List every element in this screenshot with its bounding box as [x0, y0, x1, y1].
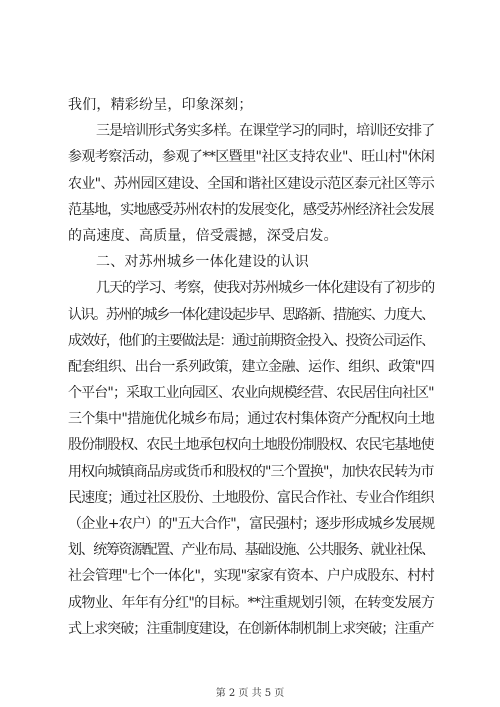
text-line: 成效好，他们的主要做法是：通过前期资金投入、投资公司运作、: [68, 332, 434, 349]
text-line: 划、统筹资源配置、产业布局、基础设施、公共服务、就业社保、: [68, 542, 434, 559]
text-line: 几天的学习、考察，使我对苏州城乡一体化建设有了初步的: [96, 280, 435, 297]
text-line: （企业+农户）的"五大合作"，富民强村；逐步形成城乡发展规: [68, 516, 435, 532]
text-line: 配套组织、出台一系列政策，建立金融、运作、组织、政策"四: [68, 358, 435, 375]
text-line: 成物业、年年有分红"的目标。**注重规划引领，在转变发展方: [68, 594, 435, 611]
text-line: 范基地，实地感受苏州农村的发展变化，感受苏州经济社会发展: [68, 201, 434, 218]
text-line: 的高速度、高质量，倍受震撼，深受启发。: [68, 227, 338, 244]
text-line: 认识。苏州的城乡一体化建设起步早、思路新、措施实、力度大、: [68, 306, 434, 323]
text-line: 式上求突破；注重制度建设，在创新体制机制上求突破；注重产: [68, 620, 434, 637]
text-line: 我们，精彩纷呈，印象深刻；: [68, 97, 253, 113]
text-line: 用权向城镇商品房或货币和股权的"三个置换"，加快农民转为市: [68, 463, 434, 480]
text-line: 参观考察活动，参观了**区暨里"社区支持农业"、旺山村"休闲: [68, 149, 435, 166]
text-line: 社会管理"七个一体化"，实现"家家有资本、户户成股东、村村: [68, 568, 435, 585]
page-footer: 第 2 页 共 5 页: [215, 688, 285, 699]
text-line: 股份制股权、农民土地承包权向土地股份制股权、农民宅基地使: [68, 437, 434, 454]
text-line: 个平台"；采取工业向园区、农业向规模经营、农民居住向社区": [68, 385, 434, 402]
section-heading: 二、对苏州城乡一体化建设的认识: [96, 254, 309, 271]
text-line: 民速度；通过社区股份、土地股份、富民合作社、专业合作组织: [68, 489, 434, 506]
text-line: 农业"、苏州园区建设、全国和谐社区建设示范区泰元社区等示: [68, 175, 435, 192]
text-line: 三是培训形式务实多样。在课堂学习的同时，培训还安排了: [96, 123, 435, 140]
document-body: [68, 92, 434, 642]
text-line: 三个集中"措施优化城乡布局；通过农村集体资产分配权向土地: [68, 411, 435, 428]
